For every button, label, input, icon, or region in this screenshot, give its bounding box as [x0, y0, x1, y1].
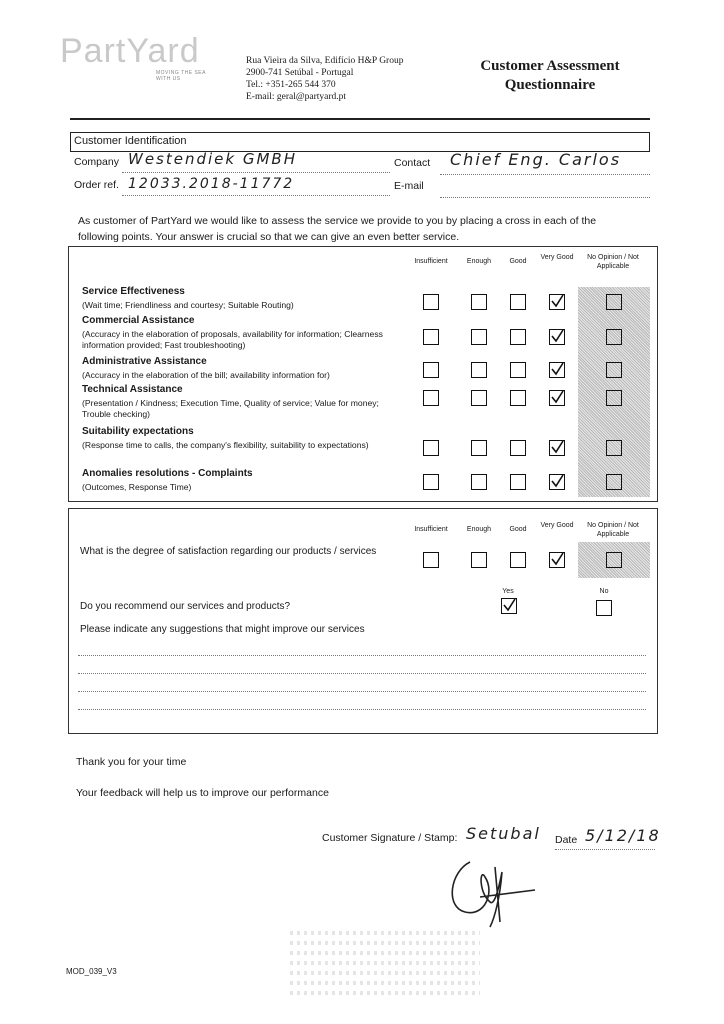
logo-tagline: MOVING THE SEA WITH US — [156, 70, 206, 82]
col-header-very-good: Very Good — [540, 254, 574, 261]
company-address — [246, 55, 403, 103]
intro-text: As customer of PartYard we would like to assess the service we provide to you by placing a cross in each of the following points. Your answer is crucial so that we can give an even better service. — [78, 215, 597, 243]
checkbox-enough[interactable] — [471, 294, 487, 310]
checkbox-good[interactable] — [510, 329, 526, 345]
suggestion-line-2[interactable] — [78, 673, 646, 674]
checkbox-insufficient[interactable] — [423, 329, 439, 345]
partyard-logo — [60, 32, 220, 82]
checkbox-no-opinion[interactable] — [606, 329, 622, 345]
checkbox-no-opinion[interactable] — [606, 362, 622, 378]
checkbox-very-good[interactable] — [549, 329, 565, 345]
checkbox-insufficient[interactable] — [423, 390, 439, 406]
recommend-yes-checkbox[interactable] — [501, 598, 517, 614]
assessment-item-description: (Presentation / Kindness; Execution Time, Quality of service; Value for money; Trouble checking) — [82, 398, 379, 419]
checkbox-enough[interactable] — [471, 329, 487, 345]
suggestion-line-4[interactable] — [78, 709, 646, 710]
handwritten-signature — [440, 852, 540, 932]
assessment-item-description: (Wait time; Friendliness and courtesy; Suitable Routing) — [82, 300, 294, 310]
checkbox-very-good[interactable] — [549, 362, 565, 378]
satisfaction-checkbox-enough[interactable] — [471, 552, 487, 568]
col-header-enough: Enough — [466, 526, 492, 533]
address-line: Rua Vieira da Silva, Edifício H&P Group — [246, 56, 404, 66]
recommend-no-checkbox[interactable] — [596, 600, 612, 616]
checkbox-insufficient[interactable] — [423, 440, 439, 456]
checkbox-enough[interactable] — [471, 440, 487, 456]
assessment-item-title: Anomalies resolutions - Complaints — [82, 468, 253, 479]
satisfaction-checkbox-good[interactable] — [510, 552, 526, 568]
satisfaction-checkbox-no-opinion[interactable] — [606, 552, 622, 568]
checkbox-enough[interactable] — [471, 474, 487, 490]
address-line: Tel.: +351-265 544 370 — [246, 80, 336, 90]
no-label: No — [599, 588, 609, 595]
yes-label: Yes — [502, 588, 514, 595]
assessment-item-title: Technical Assistance — [82, 384, 183, 395]
checkbox-good[interactable] — [510, 294, 526, 310]
checkbox-good[interactable] — [510, 440, 526, 456]
check-mark-icon — [549, 439, 565, 455]
col-header-no-opinion: No Opinion / Not Applicable — [587, 254, 639, 270]
col-header-insufficient: Insufficient — [414, 526, 448, 533]
feedback-text: Your feedback will help us to improve our performance — [76, 787, 329, 799]
title-line: Questionnaire — [504, 77, 596, 93]
date-underline — [555, 849, 655, 850]
date-label: Date — [555, 834, 578, 846]
checkbox-no-opinion[interactable] — [606, 294, 622, 310]
date-field[interactable]: 5/12/18 — [585, 826, 661, 845]
assessment-item-description: (Response time to calls, the company's flexibility, suitability to expectations) — [82, 440, 369, 450]
col-header-enough: Enough — [466, 258, 492, 265]
check-mark-icon — [501, 597, 517, 613]
assessment-item-title: Suitability expectations — [82, 426, 194, 437]
assessment-item-description: (Accuracy in the elaboration of the bill; availability information for) — [82, 370, 330, 380]
checkbox-good[interactable] — [510, 474, 526, 490]
order-ref-field[interactable]: 12033.2018-11772 — [128, 176, 295, 192]
address-line: 2900-741 Setúbal - Portugal — [246, 68, 354, 78]
checkbox-insufficient[interactable] — [423, 362, 439, 378]
suggestion-line-1[interactable] — [78, 655, 646, 656]
company-label: Company — [74, 156, 119, 168]
assessment-item-title: Administrative Assistance — [82, 356, 207, 367]
check-mark-icon — [549, 361, 565, 377]
suggestion-line-3[interactable] — [78, 691, 646, 692]
col-header-good: Good — [509, 258, 527, 265]
checkbox-insufficient[interactable] — [423, 294, 439, 310]
checkbox-very-good[interactable] — [549, 440, 565, 456]
checkbox-enough[interactable] — [471, 362, 487, 378]
contact-underline — [440, 174, 650, 175]
contact-field[interactable]: Chief Eng. Carlos — [450, 150, 622, 169]
checkbox-enough[interactable] — [471, 390, 487, 406]
signature-place[interactable]: Setubal — [466, 824, 541, 843]
assessment-item-title: Commercial Assistance — [82, 315, 195, 326]
checkbox-very-good[interactable] — [549, 390, 565, 406]
order-ref-underline — [122, 195, 390, 196]
col-header-very-good: Very Good — [540, 522, 574, 529]
email-label: E-mail — [394, 180, 424, 192]
satisfaction-box — [68, 508, 658, 734]
recommend-question: Do you recommend our services and products? — [80, 601, 291, 612]
check-mark-icon — [549, 551, 565, 567]
form-code: MOD_039_V3 — [66, 967, 117, 976]
assessment-item-description: (Accuracy in the elaboration of proposals, availability for information; Clearness information provided; Fast troubleshooting) — [82, 329, 383, 350]
document-title — [466, 57, 634, 95]
company-field[interactable]: Westendiek GMBH — [128, 150, 297, 168]
checkbox-no-opinion[interactable] — [606, 474, 622, 490]
title-line: Customer Assessment — [480, 58, 620, 74]
signature-label: Customer Signature / Stamp: — [322, 832, 458, 844]
satisfaction-checkbox-insufficient[interactable] — [423, 552, 439, 568]
header-divider — [70, 118, 650, 120]
faded-stamp — [290, 925, 480, 1015]
check-mark-icon — [549, 389, 565, 405]
col-header-no-opinion: No Opinion / Not Applicable — [587, 522, 639, 538]
email-underline — [440, 197, 650, 198]
satisfaction-checkbox-very-good[interactable] — [549, 552, 565, 568]
col-header-good: Good — [509, 526, 527, 533]
check-mark-icon — [549, 293, 565, 309]
contact-label: Contact — [394, 157, 431, 169]
check-mark-icon — [549, 328, 565, 344]
identification-title: Customer Identification — [74, 135, 187, 147]
col-header-insufficient: Insufficient — [414, 258, 448, 265]
address-line: E-mail: geral@partyard.pt — [246, 92, 347, 102]
company-underline — [122, 172, 390, 173]
checkbox-very-good[interactable] — [549, 294, 565, 310]
checkbox-no-opinion[interactable] — [606, 440, 622, 456]
logo-text: PartYard — [60, 32, 200, 70]
thanks-text: Thank you for your time — [76, 756, 187, 768]
checkbox-good[interactable] — [510, 390, 526, 406]
suggestions-label: Please indicate any suggestions that might improve our services — [80, 624, 365, 635]
assessment-item-title: Service Effectiveness — [82, 286, 185, 297]
checkbox-no-opinion[interactable] — [606, 390, 622, 406]
checkbox-very-good[interactable] — [549, 474, 565, 490]
satisfaction-question: What is the degree of satisfaction regarding our products / services — [80, 546, 377, 557]
checkbox-insufficient[interactable] — [423, 474, 439, 490]
assessment-item-description: (Outcomes, Response Time) — [82, 482, 192, 492]
check-mark-icon — [549, 473, 565, 489]
order-ref-label: Order ref. — [74, 179, 119, 191]
checkbox-good[interactable] — [510, 362, 526, 378]
